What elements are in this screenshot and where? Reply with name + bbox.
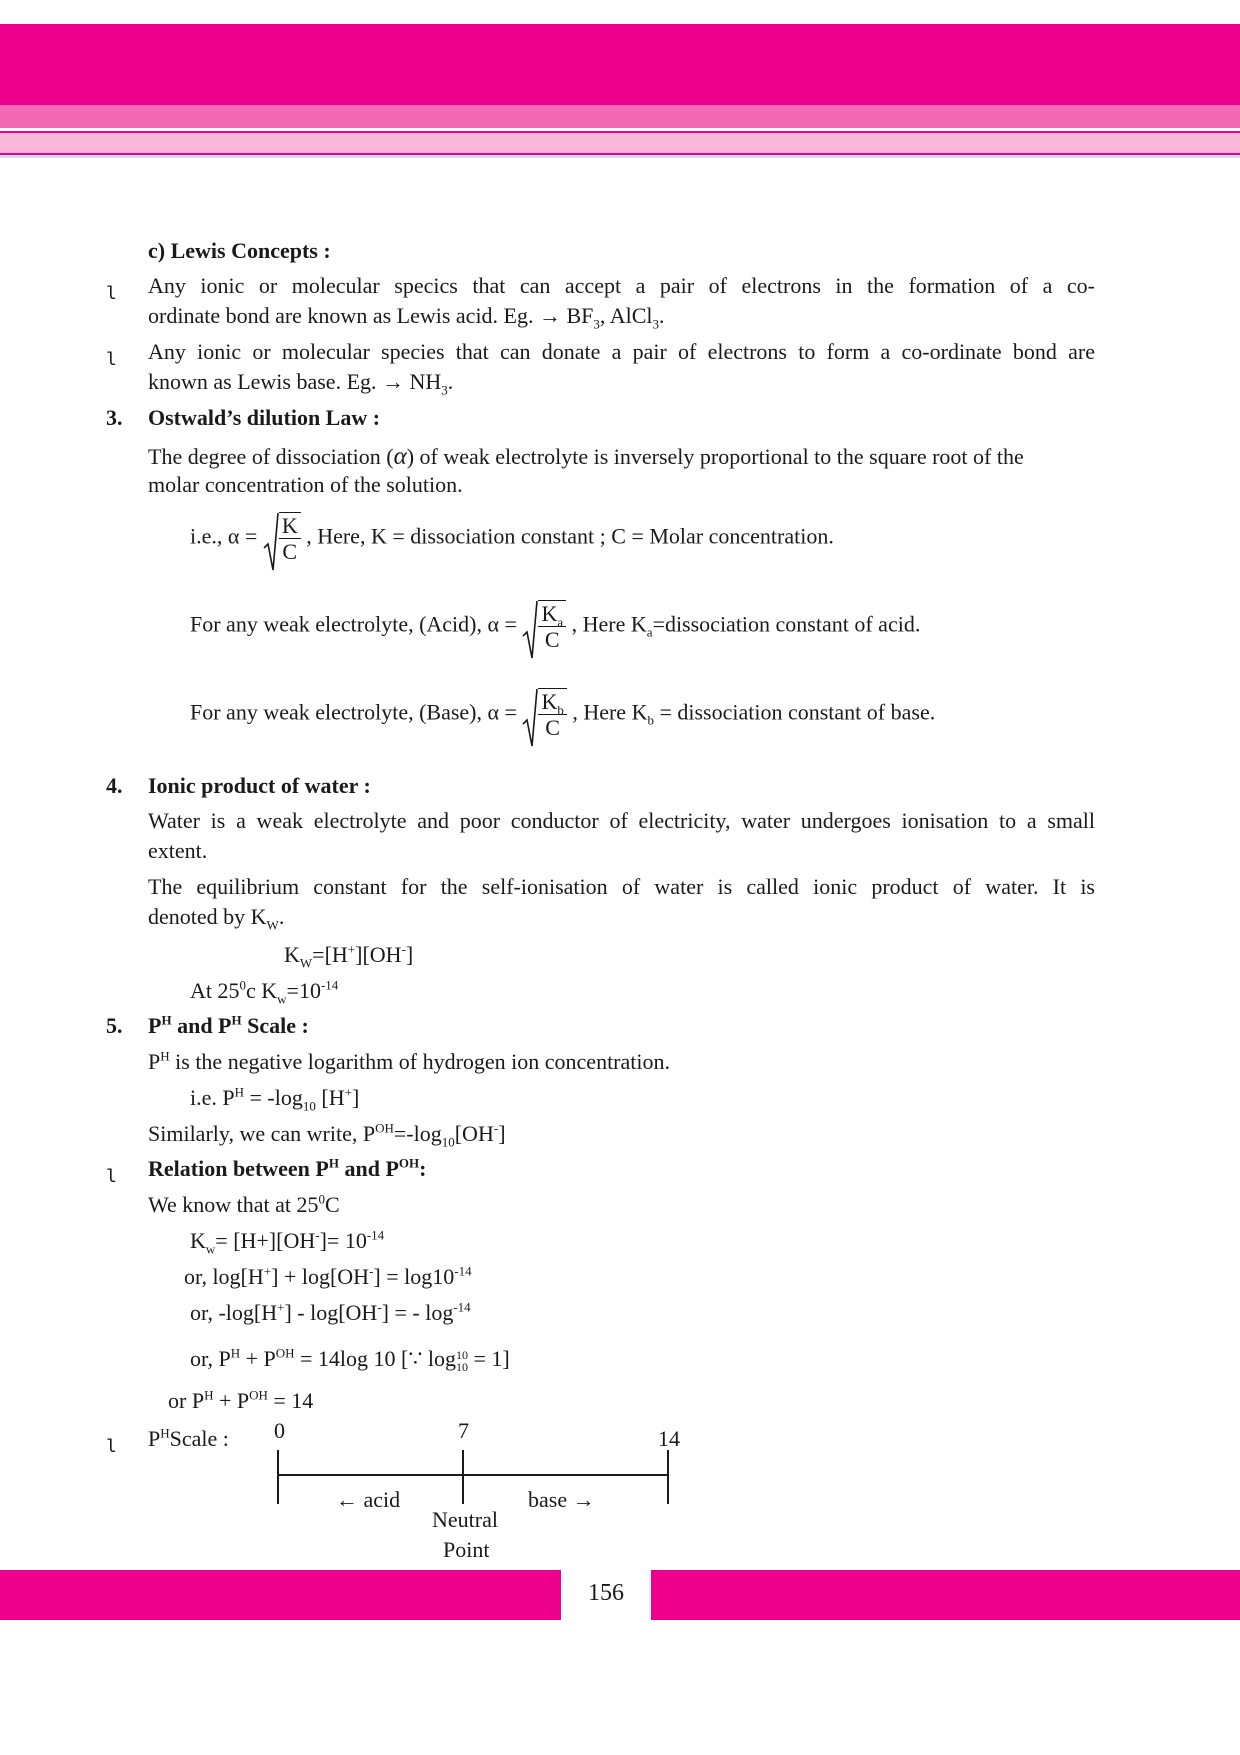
ionic-p2-line1: The equilibrium constant for the self-ionisation of water is called ionic product of water. It is: [148, 874, 1095, 899]
section-number: 4.: [106, 773, 123, 798]
ostwald-text-line1: The degree of dissociation (α) of weak electrolyte is inversely proportional to the square root of the: [148, 443, 1024, 470]
ph-relation-step1: $K_w= [H+][OH^-]= 10^{-14}$: [190, 1227, 385, 1257]
ph-heading: $P^H$ and $P^H$ Scale :: [148, 1012, 309, 1038]
ph-relation-heading: Relation between $P^H$ and $P^{OH}$:: [148, 1155, 427, 1181]
ph-scale-label: $P^HScale$ :: [148, 1425, 229, 1451]
header-band-top: [0, 24, 1240, 105]
sqrt-symbol: $\frac{K_a}{C}$: [522, 600, 566, 653]
ph-relation-result: or $P^H + P^{OH} = 14$: [168, 1387, 314, 1413]
footer-band-left: [0, 1570, 561, 1620]
ostwald-formula-general: i.e., α = $\frac{K}{C}$ , Here, K = dissociation constant ; C = Molar concentration.: [190, 512, 834, 565]
sqrt-symbol: $\frac{K_b}{C}$: [522, 688, 566, 741]
bullet-icon: l: [106, 349, 117, 370]
ostwald-formula-acid: For any weak electrolyte, (Acid), α = $\frac{K_a}{C}$ , Here $K_a=dissociation$ constant of acid.: [190, 600, 920, 653]
lewis-heading: c) Lewis Concepts :: [148, 238, 331, 263]
footer-band-right: [651, 1570, 1240, 1620]
ostwald-formula-base: For any weak electrolyte, (Base), α = $\frac{K_b}{C}$ , Here $K_b$ = dissociation constant of base.: [190, 688, 935, 741]
section-number: 5.: [106, 1013, 123, 1038]
poh-formula: Similarly, we can write, $P^{OH}=-\log_{10}[OH^-]$: [148, 1120, 506, 1150]
scale-label-7: 7: [458, 1418, 469, 1443]
ionic-p2-line2: denoted by $K_W$.: [148, 904, 285, 933]
scale-label-0: 0: [274, 1418, 285, 1443]
ostwald-text-line2: molar concentration of the solution.: [148, 472, 463, 497]
lewis-acid-line2: ordinate bond are known as Lewis acid. Eg. → $BF_3$, AlCl$_3$.: [148, 303, 665, 332]
header-band-light: [0, 131, 1240, 155]
ionic-kw-value: At $25^0c$ $K_w=10^{-14}$: [190, 977, 339, 1007]
scale-neutral-label-1: Neutral: [432, 1507, 498, 1532]
ionic-p1-line1: Water is a weak electrolyte and poor conductor of electricity, water undergoes ionisation to a small: [148, 808, 1095, 833]
ph-relation-step2: or, $\log[H^+] + \log[OH^-] = \log 10^{-14}$: [184, 1263, 472, 1289]
section-number: 3.: [106, 405, 123, 430]
page-number: 156: [588, 1580, 624, 1606]
ph-definition: $P^H$ is the negative logarithm of hydrogen ion concentration.: [148, 1048, 671, 1074]
header-band-rule: [0, 155, 1240, 158]
header-band-mid: [0, 105, 1240, 128]
sqrt-symbol: $\frac{K}{C}$: [263, 512, 301, 565]
bullet-icon: l: [106, 1166, 117, 1187]
scale-base-label: base →: [528, 1487, 595, 1512]
ph-relation-step4: or, $P^H + P^{OH} = 14\log$ 10 [∵ log 10 10 = 1]: [190, 1345, 510, 1374]
lewis-acid-line1: Any ionic or molecular specics that can accept a pair of electrons in the formation of a co-: [148, 273, 1095, 298]
scale-label-14: 14: [658, 1426, 680, 1451]
ionic-p1-line2: extent.: [148, 838, 208, 863]
ph-scale-diagram: [260, 1440, 680, 1510]
ionic-heading: Ionic product of water :: [148, 773, 371, 798]
ph-relation-intro: We know that at $25^0C$: [148, 1191, 340, 1217]
ionic-kw-formula: $K_W=[H^+][OH^-]$: [284, 941, 414, 971]
lewis-base-line1: Any ionic or molecular species that can donate a pair of electrons to form a co-ordinate bond are: [148, 339, 1095, 364]
ostwald-heading: Ostwald’s dilution Law :: [148, 405, 381, 430]
ph-relation-step3: or, -log[H+] - log[OH-] = - $\log^{-14}$: [190, 1299, 471, 1325]
ph-formula: i.e. $P^H = -\log_{10}$ [H+]: [190, 1084, 360, 1114]
bullet-icon: l: [106, 1436, 117, 1457]
bullet-icon: l: [106, 283, 117, 304]
lewis-base-line2: known as Lewis base. Eg. → $NH_3$.: [148, 369, 454, 398]
scale-acid-label: ← acid: [336, 1487, 401, 1512]
scale-neutral-label-2: Point: [443, 1537, 490, 1562]
